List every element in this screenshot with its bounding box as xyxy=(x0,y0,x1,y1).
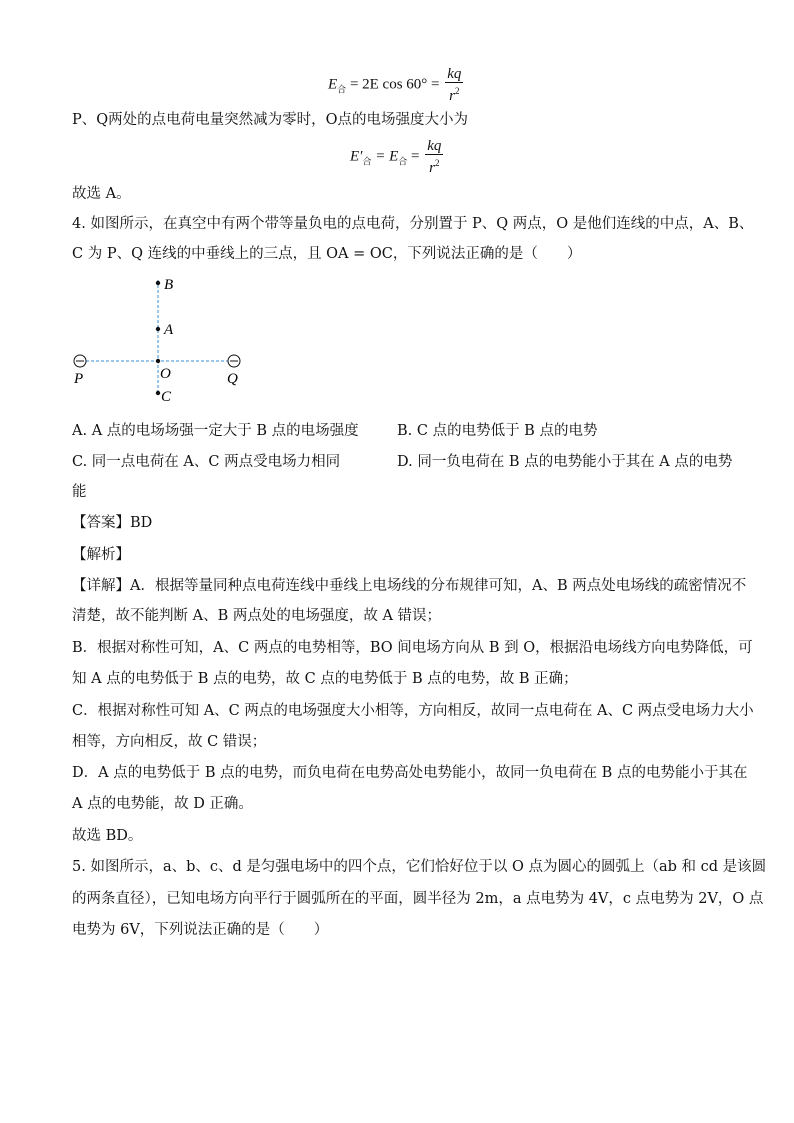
eq1-den-sup: 2 xyxy=(455,86,460,96)
eq1-fraction xyxy=(445,66,463,104)
option-b: B. C 点的电势低于 B 点的电势 xyxy=(397,423,598,439)
label-c: C xyxy=(161,389,172,405)
analysis-heading: 【解析】 xyxy=(72,547,130,563)
eq2-den-sup: 2 xyxy=(435,158,440,168)
detail-line-6: 相等，方向相反，故 C 错误； xyxy=(72,734,267,750)
option-d: D. 同一负电荷在 B 点的电势能小于其在 A 点的电势 xyxy=(397,454,733,470)
option-c: C. 同一点电荷在 A、C 两点受电场力相同 xyxy=(72,454,341,470)
point-a-dot xyxy=(156,327,160,331)
detail-line-2: 清楚，故不能判断 A、B 两点处的电场强度，故 A 错误； xyxy=(72,608,442,624)
eq1-numerator: kq xyxy=(447,66,462,82)
q4-stem-1: 4. 如图所示，在真空中有两个带等量负电的点电荷，分别置于 P、Q 两点，O 是他们连线的中点，A、B、 xyxy=(72,216,754,232)
detail-line-1: 【详解】A．根据等量同种点电荷连线中垂线上电场线的分布规律可知，A、B 两点处电场线的疏密情况不 xyxy=(72,578,747,594)
eq1-denominator: r xyxy=(449,88,456,104)
q5-stem-2: 的两条直径），已知电场方向平行于圆弧所在的平面，圆半径为 2m，a 点电势为 4V，c 点电势为 2V，O 点 xyxy=(72,891,764,907)
eq1-lhs: E xyxy=(328,76,338,93)
label-b: B xyxy=(164,277,174,293)
q4-conclusion: 故选 BD。 xyxy=(72,828,143,844)
detail-line-7: D．A 点的电势低于 B 点的电势，而负电荷在电势高处电势能小，故同一负电荷在 B 点的电势能小于其在 xyxy=(72,765,748,781)
text-line-2: 故选 A。 xyxy=(72,186,131,202)
eq2-numerator: kq xyxy=(427,138,442,154)
eq2-mid: = E xyxy=(375,148,399,165)
answer: 【答案】BD xyxy=(72,515,153,531)
option-a: A. A 点的电场场强一定大于 B 点的电场强度 xyxy=(72,423,359,439)
eq1-lhs-sub: 合 xyxy=(337,84,347,95)
equation-2 xyxy=(350,138,443,176)
label-o: O xyxy=(160,366,171,382)
q4-stem-2: C 为 P、Q 连线的中垂线上的三点，且 OA = OC，下列说法正确的是（ ） xyxy=(72,246,582,262)
charge-diagram xyxy=(68,270,258,410)
eq2-eqsign: = xyxy=(411,148,420,165)
option-d-cont: 能 xyxy=(72,484,87,500)
q5-stem-1: 5. 如图所示，a、b、c、d 是匀强电场中的四个点，它们恰好位于以 O 点为圆心的圆弧上（ab 和 cd 是该圆 xyxy=(72,859,767,875)
eq2-mid-sub: 合 xyxy=(398,156,408,167)
detail-line-3: B．根据对称性可知，A、C 两点的电势相等，BO 间电场方向从 B 到 O，根据沿电场线方向电势降低，可 xyxy=(72,640,753,656)
q5-stem-3: 电势为 6V，下列说法正确的是（ ） xyxy=(72,922,329,938)
detail-line-8: A 点的电势能，故 D 正确。 xyxy=(72,796,253,812)
eq2-lhs: E′ xyxy=(350,148,363,165)
detail-line-4: 知 A 点的电势低于 B 点的电势，故 C 点的电势低于 B 点的电势，故 B 正确； xyxy=(72,671,578,687)
point-o-dot xyxy=(156,359,160,363)
text-line-1: P、Q两处的点电荷电量突然减为零时，O点的电场强度大小为 xyxy=(72,112,469,128)
eq2-lhs-sub: 合 xyxy=(362,156,372,167)
point-b-dot xyxy=(156,281,160,285)
point-c-dot xyxy=(156,391,160,395)
label-p: P xyxy=(74,371,84,387)
label-a: A xyxy=(164,322,174,338)
eq1-rhs: = 2E cos 60° = xyxy=(349,76,440,93)
label-q: Q xyxy=(227,371,238,387)
eq2-denominator: r xyxy=(429,160,435,176)
eq2-fraction xyxy=(425,138,443,176)
equation-1 xyxy=(328,66,463,104)
detail-line-5: C．根据对称性可知 A、C 两点的电场强度大小相等，方向相反，故同一点电荷在 A、C 两点受电场力大小 xyxy=(72,703,754,719)
